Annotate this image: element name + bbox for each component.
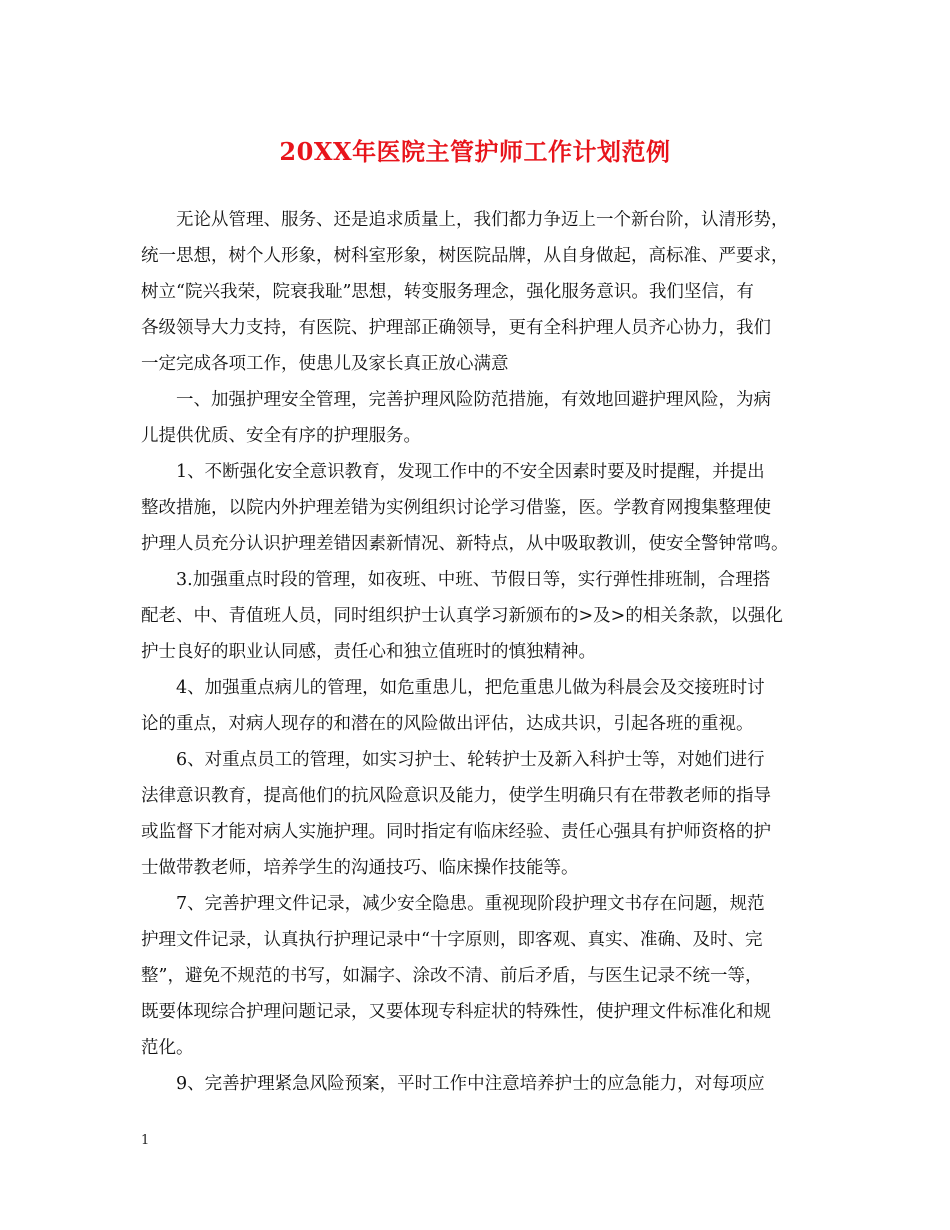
paragraph-line: 整改措施，以院内外护理差错为实例组织讨论学习借鉴，医。学教育网搜集整理使 (141, 498, 771, 518)
paragraph-line: 护士良好的职业认同感，责任心和独立值班时的慎独精神。 (141, 642, 596, 662)
paragraph-line: 范化。 (141, 1038, 194, 1058)
paragraph-line: 儿提供优质、安全有序的护理服务。 (141, 426, 421, 446)
paragraph-line: 士做带教老师，培养学生的沟通技巧、临床操作技能等。 (141, 858, 579, 878)
paragraph-line: 3.加强重点时段的管理，如夜班、中班、节假日等，实行弹性排班制，合理搭 (141, 570, 771, 590)
paragraph-line: 统一思想，树个人形象，树科室形象，树医院品牌，从自身做起，高标准、严要求， (141, 246, 789, 266)
paragraph-line: 护理人员充分认识护理差错因素新情况、新特点，从中吸取教训，使安全警钟常鸣。 (141, 534, 789, 554)
paragraph-line: 论的重点，对病人现存的和潜在的风险做出评估，达成共识，引起各班的重视。 (141, 714, 754, 734)
paragraph-line: 无论从管理、服务、还是追求质量上，我们都力争迈上一个新台阶，认清形势， (141, 210, 789, 230)
paragraph-line: 树立“院兴我荣，院衰我耻”思想，转变服务理念，强化服务意识。我们坚信，有 (141, 282, 754, 302)
paragraph-line: 或监督下才能对病人实施护理。同时指定有临床经验、责任心强具有护师资格的护 (141, 822, 771, 842)
paragraph-line: 4、加强重点病儿的管理，如危重患儿，把危重患儿做为科晨会及交接班时讨 (141, 678, 765, 698)
paragraph-line: 7、完善护理文件记录，减少安全隐患。重视现阶段护理文书存在问题，规范 (141, 894, 765, 914)
paragraph-line: 整”，避免不规范的书写，如漏字、涂改不清、前后矛盾，与医生记录不统一等， (141, 966, 763, 986)
page-number: 1 (141, 1133, 150, 1148)
document-title: 20XX年医院主管护师工作计划范例 (279, 137, 671, 166)
paragraph-line: 配老、中、青值班人员，同时组织护士认真学习新颁布的>及>的相关条款，以强化 (141, 606, 783, 626)
paragraph-line: 法律意识教育，提高他们的抗风险意识及能力，使学生明确只有在带教老师的指导 (141, 786, 771, 806)
paragraph-line: 各级领导大力支持，有医院、护理部正确领导，更有全科护理人员齐心协力，我们 (141, 318, 771, 338)
paragraph-line: 护理文件记录，认真执行护理记录中“十字原则，即客观、真实、准确、及时、完 (141, 930, 763, 950)
paragraph-line: 9、完善护理紧急风险预案，平时工作中注意培养护士的应急能力，对每项应 (141, 1074, 765, 1094)
paragraph-line: 6、对重点员工的管理，如实习护士、轮转护士及新入科护士等，对她们进行 (141, 750, 765, 770)
paragraph-line: 既要体现综合护理问题记录，又要体现专科症状的特殊性，使护理文件标准化和规 (141, 1002, 771, 1022)
paragraph-line: 1、不断强化安全意识教育，发现工作中的不安全因素时要及时提醒，并提出 (141, 462, 765, 482)
paragraph-line: 一、加强护理安全管理，完善护理风险防范措施，有效地回避护理风险，为病 (141, 390, 771, 410)
paragraph-line: 一定完成各项工作，使患儿及家长真正放心满意 (141, 354, 509, 374)
